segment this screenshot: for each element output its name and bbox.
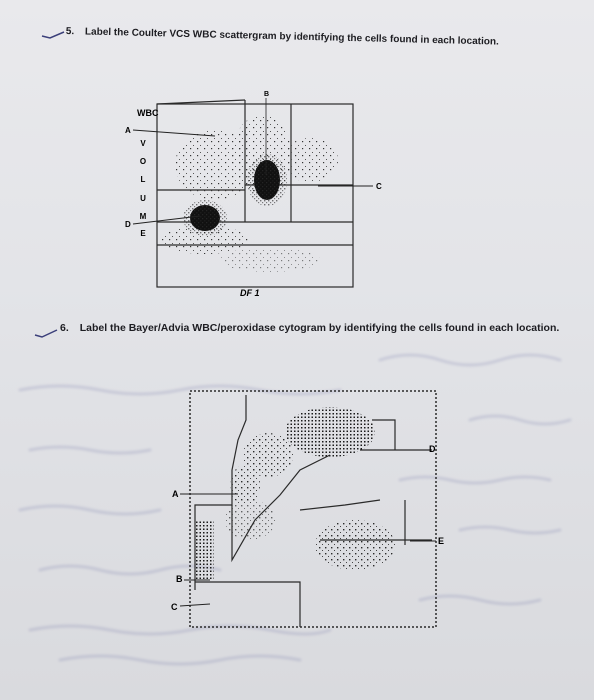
question-5-text: Label the Coulter VCS WBC scattergram by identifying the cells found in each location. (84, 26, 499, 48)
eosinophil-cluster (315, 520, 395, 570)
x-axis-label: DF 1 (240, 288, 260, 298)
label-c: C (376, 182, 382, 191)
advia-peroxidase-cytogram (160, 375, 460, 645)
label-d: D (429, 444, 436, 454)
question-5-number: 5. (65, 26, 75, 38)
volume-letter: O (139, 157, 147, 166)
cloud-debris-region (220, 248, 320, 272)
volume-letter: V (140, 139, 146, 148)
label-d: D (125, 220, 131, 229)
label-c: C (171, 602, 178, 612)
y-axis-label: WBC (137, 108, 159, 118)
cloud-eosinophil-region (282, 138, 338, 182)
volume-letter: U (140, 194, 146, 203)
volume-letter: M (139, 212, 147, 221)
check-mark-q5 (40, 28, 66, 40)
check-mark-q6 (33, 326, 59, 338)
question-6-text: Label the Bayer/Advia WBC/peroxidase cytogram by identifying the cells found in each location. (79, 322, 560, 334)
label-a: A (125, 126, 131, 135)
basophil-strip (196, 520, 214, 580)
question-6 (60, 322, 559, 334)
volume-letter: E (140, 229, 146, 238)
label-b: B (264, 91, 270, 98)
label-a: A (172, 489, 179, 499)
label-b: B (176, 574, 183, 584)
coulter-vcs-scattergram (110, 80, 410, 305)
question-6-number: 6. (60, 322, 69, 334)
label-e: E (438, 536, 445, 546)
neutrophil-cluster (285, 407, 375, 457)
volume-letter: L (140, 175, 146, 184)
